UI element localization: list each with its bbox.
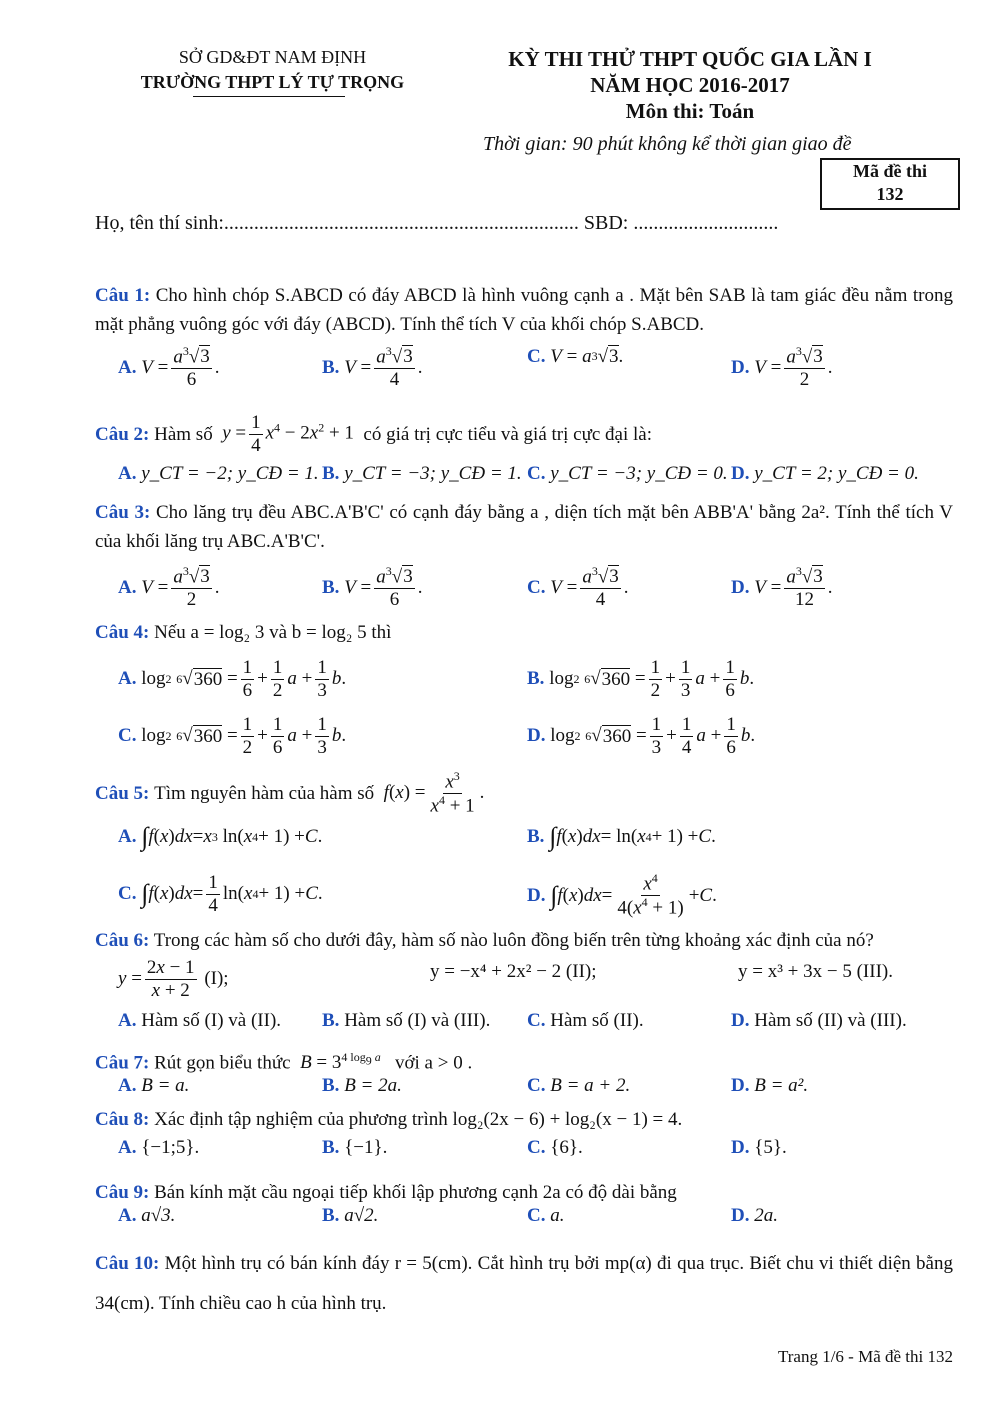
option-a[interactable]: A. ∫ f ( x ) dx = x 3 ln( x 4 + 1) + C . [118,822,323,851]
option-b[interactable]: B. {−1}. [322,1137,388,1158]
options-q4-row1 [0,657,1000,701]
options-q4-row2 [0,714,1000,758]
options-q5-row2 [0,871,1000,919]
option-a[interactable]: A. B = a. [118,1075,190,1096]
options-q3 [0,564,1000,611]
q6-functions [0,957,1000,1001]
options-q2 [0,463,1000,503]
question-label: Câu 9: [95,1182,150,1203]
option-c[interactable]: C. V = a 3 √ 3 . [527,345,624,367]
question-10 [95,1244,953,1324]
option-d[interactable]: D. B = a². [731,1075,809,1096]
option-b[interactable]: B. Hàm số (I) và (III). [322,1010,491,1031]
option-a[interactable]: A. V = $\frac{a^3√3}{6}$ . [118,344,220,391]
q7-expression: $B = 3^{4 log_9 a}$ [300,1050,381,1074]
question-text: Một hình trụ có bán kính đáy r = 5(cm). Cắt hình trụ bởi mp(α) đi qua trục. Biết chu vi thiết diện bằng 34(cm). Tính chiều cao h của hình trụ. [95,1253,953,1314]
exam-subject: Môn thi: Toán [625,99,755,123]
question-label: Câu 3: [95,502,151,523]
exam-code-value: 132 [876,184,904,204]
question-text-pre: Hàm số [154,423,213,445]
exam-title: KỲ THI THỬ THPT QUỐC GIA LẦN I [508,47,872,71]
options-q5-row1 [0,822,1000,862]
option-b[interactable]: B. log 2 6 √ 360 = $\frac{1}{2}$ + $\frac{1}{3}$ a + $\frac{1}{6}$ b . [527,657,755,701]
question-label: Câu 8: [95,1109,150,1130]
school-name: TRƯỜNG THPT LÝ TỰ TRỌNG [140,72,405,92]
option-a[interactable]: A. {−1;5}. [118,1137,200,1158]
question-text-post: có giá trị cực tiểu và giá trị cực đại là: [363,423,653,445]
question-label: Câu 6: [95,930,150,951]
option-b[interactable]: B. y_CT = −3; y_CĐ = 1. [322,463,522,484]
option-d[interactable]: D. V = $\frac{a^3√3}{2}$ . [731,344,833,391]
option-d[interactable]: D. log 2 6 √ 360 = $\frac{1}{3}$ + $\frac{1}{4}$ a + $\frac{1}{6}$ b . [527,714,756,758]
q5-function: f(x) = $\frac{x^3}{x^4 + 1}$ . [383,769,485,817]
option-a[interactable]: A. V = $\frac{a^3√3}{2}$ . [118,564,220,611]
question-7 [95,1043,953,1077]
option-c[interactable]: C. log 2 6 √ 360 = $\frac{1}{2}$ + $\frac{1}{6}$ a + $\frac{1}{3}$ b . [118,714,347,758]
option-c[interactable]: C. V = $\frac{a^3√3}{4}$ . [527,564,629,611]
question-text: Trong các hàm số cho dưới đây, hàm số nào luôn đồng biến trên từng khoảng xác định của nó? [153,930,874,951]
question-text: Bán kính mặt cầu ngoại tiếp khối lập phương cạnh 2a có độ dài bằng [154,1182,677,1203]
option-d[interactable]: D. 2a. [731,1205,778,1226]
question-text: Xác định tập nghiệm của phương trình log₂(2x − 6) + log₂(x − 1) = 4. [154,1109,683,1130]
q6-function-3: y = x³ + 3x − 5 (III). [738,961,893,982]
option-b[interactable]: B. ∫ f ( x ) dx = ln( x 4 + 1) + C . [527,822,716,851]
candidate-name-line: Họ, tên thí sinh:....................................................................... SBD: ............................. [95,212,779,234]
question-label: Câu 7: [95,1052,150,1074]
exam-time: Thời gian: 90 phút không kể thời gian giao đề [483,133,852,155]
exam-code-label: Mã đề thi [853,161,927,181]
q6-function-2: y = −x⁴ + 2x² − 2 (II); [430,961,597,982]
option-c[interactable]: C. B = a + 2. [527,1075,631,1096]
option-d[interactable]: D. Hàm số (II) và (III). [731,1010,907,1031]
question-3 [95,498,953,556]
exam-year: NĂM HỌC 2016-2017 [590,73,790,97]
option-b[interactable]: B. B = 2a. [322,1075,402,1096]
school-dept: SỞ GD&ĐT NAM ĐỊNH [178,47,367,67]
question-text-post: với a > 0 . [394,1052,473,1074]
page-footer: Trang 1/6 - Mã đề thi 132 [777,1347,953,1366]
exam-code-box [820,158,960,210]
option-a[interactable]: A. log 2 6 √ 360 = $\frac{1}{6}$ + $\frac{1}{2}$ a + $\frac{1}{3}$ b . [118,657,347,701]
question-label: Câu 2: [95,423,150,445]
q6-function-1: y = $\frac{2x - 1}{x + 2}$ (I); [118,957,229,1001]
option-c[interactable]: C. a. [527,1205,565,1226]
question-label: Câu 10: [95,1253,160,1274]
option-c[interactable]: C. Hàm số (II). [527,1010,644,1031]
option-b[interactable]: B. a√2. [322,1205,379,1226]
options-q8 [0,1137,1000,1177]
options-q1 [0,344,1000,391]
question-label: Câu 5: [95,783,150,805]
option-a[interactable]: A. y_CT = −2; y_CĐ = 1. [118,463,319,484]
option-a[interactable]: A. a√3. [118,1205,176,1226]
question-text: Tìm nguyên hàm của hàm số [154,783,375,805]
question-text: Cho hình chóp S.ABCD có đáy ABCD là hình vuông cạnh a . Mặt bên SAB là tam giác đều nằm trong mặt phẳng vuông góc với đáy (ABCD). Tính thể tích V của khối chóp S.ABCD. [95,285,954,335]
question-1 [95,281,953,339]
question-5 [95,770,953,817]
question-8 [95,1105,953,1134]
question-4 [95,618,953,647]
question-9 [95,1178,953,1207]
options-q9 [0,1205,1000,1245]
option-a[interactable]: A. Hàm số (I) và (II). [118,1010,282,1031]
option-c[interactable]: C. ∫ f ( x ) dx = $\frac{1}{4}$ ln( x 4 + 1) + C . [118,872,323,916]
question-text: Cho lăng trụ đều ABC.A'B'C' có cạnh đáy bằng a , diện tích mặt bên ABB'A' bằng 2a². Tính thể tích V của khối lăng trụ ABC.A'B'C'. [95,502,954,552]
question-text: Nếu a = log₂ 3 và b = log₂ 5 thì [154,622,392,643]
school-underline [193,96,345,97]
option-c[interactable]: C. {6}. [527,1137,583,1158]
question-6 [95,926,953,955]
question-2 [95,412,953,457]
option-d[interactable]: D. ∫ f ( x ) dx = $\frac{x^4}{4(x^4 + 1)}$ + C . [527,871,717,919]
option-d[interactable]: D. V = $\frac{a^3√3}{12}$ . [731,564,833,611]
question-text-pre: Rút gọn biểu thức [154,1052,291,1074]
option-d[interactable]: D. {5}. [731,1137,787,1158]
option-c[interactable]: C. y_CT = −3; y_CĐ = 0. [527,463,728,484]
option-b[interactable]: B. V = $\frac{a^3√3}{6}$ . [322,564,423,611]
question-label: Câu 1: [95,285,151,306]
q2-function: y = $\frac{1}{4}$ $x^4 - 2x^2 + 1$ [222,412,354,456]
option-b[interactable]: B. V = $\frac{a^3√3}{4}$ . [322,344,423,391]
question-label: Câu 4: [95,622,150,643]
option-d[interactable]: D. y_CT = 2; y_CĐ = 0. [731,463,919,484]
